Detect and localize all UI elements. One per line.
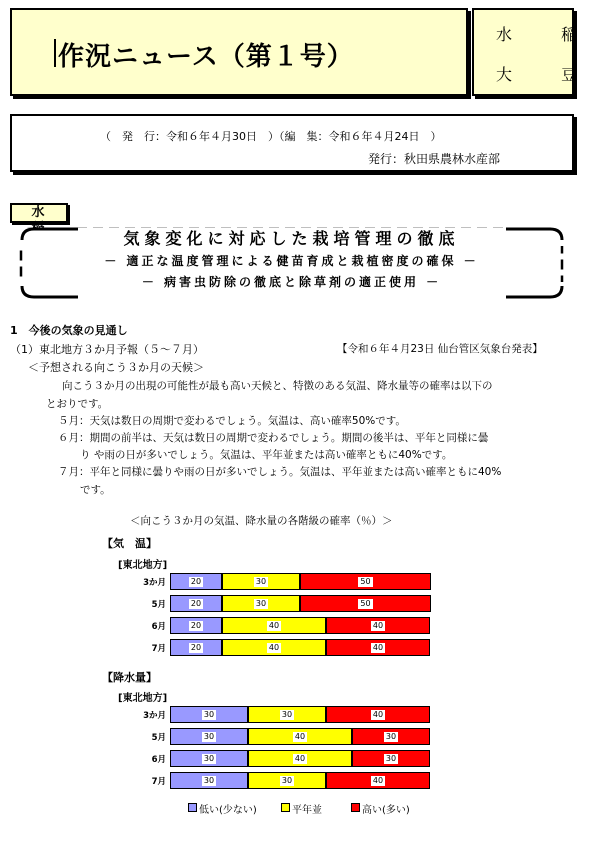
bar-value-label: 30 <box>281 775 293 785</box>
bar-segment-high <box>326 639 430 656</box>
publication-dates: （ 発 行：令和６年４月30日 ）（編 集：令和６年４月24日 ） <box>100 130 442 143</box>
section-crop-heading: 水 <box>10 203 68 223</box>
category-label: 7月 <box>151 644 166 654</box>
crop-rice-label: 水 稲 <box>496 25 599 44</box>
category-label: 3か月 <box>143 578 166 588</box>
category-label: 5月 <box>151 733 166 743</box>
bar-segment-normal <box>248 750 352 767</box>
bar-value-label: 30 <box>281 709 293 719</box>
category-label: 6月 <box>151 622 166 632</box>
banner-title: 気象変化に対応した栽培管理の徹底 <box>123 229 460 248</box>
bar-value-label: 20 <box>190 576 202 586</box>
temperature-region-label: [東北地方] <box>118 560 168 571</box>
may-forecast: ５月：天気は数日の周期で変わるでしょう。気温は、高い確率50%です。 <box>58 415 406 427</box>
category-label: 3か月 <box>143 711 166 721</box>
bar-value-label: 40 <box>372 709 384 719</box>
bar-value-label: 30 <box>255 598 267 608</box>
page-title: 作況ニュース（第１号） <box>58 36 354 73</box>
bar-value-label: 40 <box>372 620 384 630</box>
banner-subtitle-1: － 適正な温度管理による健苗育成と栽植密度の確保 － <box>104 254 479 268</box>
bar-segment-normal <box>248 728 352 745</box>
bar-value-label: 50 <box>360 598 371 608</box>
june-forecast-1: ６月：期間の前半は、天気は数日の周期で変わるでしょう。期間の後半は、平年と同様に曇 <box>58 432 489 444</box>
bar-segment-high <box>300 595 431 612</box>
heading-3month-forecast: （1）東北地方３か月予報（５～７月） <box>10 343 204 356</box>
legend-swatch-high <box>351 803 360 812</box>
bar-segment-low <box>170 573 222 590</box>
bar-segment-normal <box>222 595 300 612</box>
bar-value-label: 40 <box>294 753 306 763</box>
bar-value-label: 30 <box>203 753 215 763</box>
bar-value-label: 30 <box>385 731 397 741</box>
category-label: 6月 <box>151 755 166 765</box>
heading-expected-weather: ＜予想される向こう３か月の天候＞ <box>28 361 204 374</box>
legend-normal: 平年並 <box>292 805 322 816</box>
bar-segment-normal <box>248 706 326 723</box>
bar-value-label: 20 <box>190 620 202 630</box>
bar-segment-normal <box>222 617 326 634</box>
bar-segment-high <box>326 706 430 723</box>
temperature-group-label: 【気 温】 <box>102 537 157 550</box>
bar-segment-low <box>170 706 248 723</box>
legend-swatch-normal <box>281 803 290 812</box>
bar-segment-normal <box>222 639 326 656</box>
category-label: 7月 <box>151 777 166 787</box>
bar-value-label: 30 <box>203 775 215 785</box>
forecast-source: 【令和６年４月23日 仙台管区気象台発表】 <box>337 343 543 355</box>
bar-value-label: 30 <box>385 753 397 763</box>
bar-segment-low <box>170 639 222 656</box>
bar-value-label: 40 <box>294 731 306 741</box>
publisher: 発行：秋田県農林水産部 <box>368 152 501 166</box>
bar-segment-high <box>352 728 430 745</box>
bar-segment-low <box>170 750 248 767</box>
bar-segment-high <box>352 750 430 767</box>
bar-segment-high <box>326 772 430 789</box>
bar-segment-normal <box>248 772 326 789</box>
banner-subtitle-2: － 病害虫防除の徹底と除草剤の適正使用 － <box>141 275 442 289</box>
chart-title: ＜向こう３か月の気温、降水量の各階級の確率（％）＞ <box>130 515 393 527</box>
bar-value-label: 30 <box>255 576 267 586</box>
bar-value-label: 50 <box>360 576 371 586</box>
heading-forecast: 1 今後の気象の見通し <box>10 324 128 337</box>
july-forecast-2: です。 <box>80 484 111 496</box>
legend-swatch-low <box>188 803 197 812</box>
bar-segment-low <box>170 595 222 612</box>
bar-value-label: 20 <box>190 598 202 608</box>
intro-line-2: とおりです。 <box>46 398 109 410</box>
bar-value-label: 40 <box>268 620 280 630</box>
june-forecast-2: り や雨の日が多いでしょう。気温は、平年並または高い確率ともに40%です。 <box>80 449 453 461</box>
bar-value-label: 40 <box>372 642 384 652</box>
crop-box <box>472 8 599 96</box>
precipitation-group-label: 【降水量】 <box>102 671 157 684</box>
precipitation-region-label: [東北地方] <box>118 693 168 704</box>
crop-soybean-label: 大 豆 <box>496 65 599 84</box>
category-label: 5月 <box>151 600 166 610</box>
bar-segment-low <box>170 728 248 745</box>
bar-segment-high <box>300 573 431 590</box>
bar-segment-high <box>326 617 430 634</box>
intro-line-1: 向こう３か月の出現の可能性が最も高い天候と、特徴のある気温、降水量等の確率は以下の <box>62 380 493 392</box>
legend-high: 高い(多い) <box>362 805 410 816</box>
bar-value-label: 40 <box>372 775 384 785</box>
july-forecast-1: ７月：平年と同様に曇りや雨の日が多いでしょう。気温は、平年並または高い確率ともに40% <box>58 466 502 478</box>
legend-low: 低い(少ない) <box>199 805 257 816</box>
bar-segment-low <box>170 617 222 634</box>
bar-value-label: 30 <box>203 709 215 719</box>
bar-value-label: 40 <box>268 642 280 652</box>
bar-segment-normal <box>222 573 300 590</box>
bar-value-label: 30 <box>203 731 215 741</box>
bar-value-label: 20 <box>190 642 202 652</box>
bar-segment-low <box>170 772 248 789</box>
